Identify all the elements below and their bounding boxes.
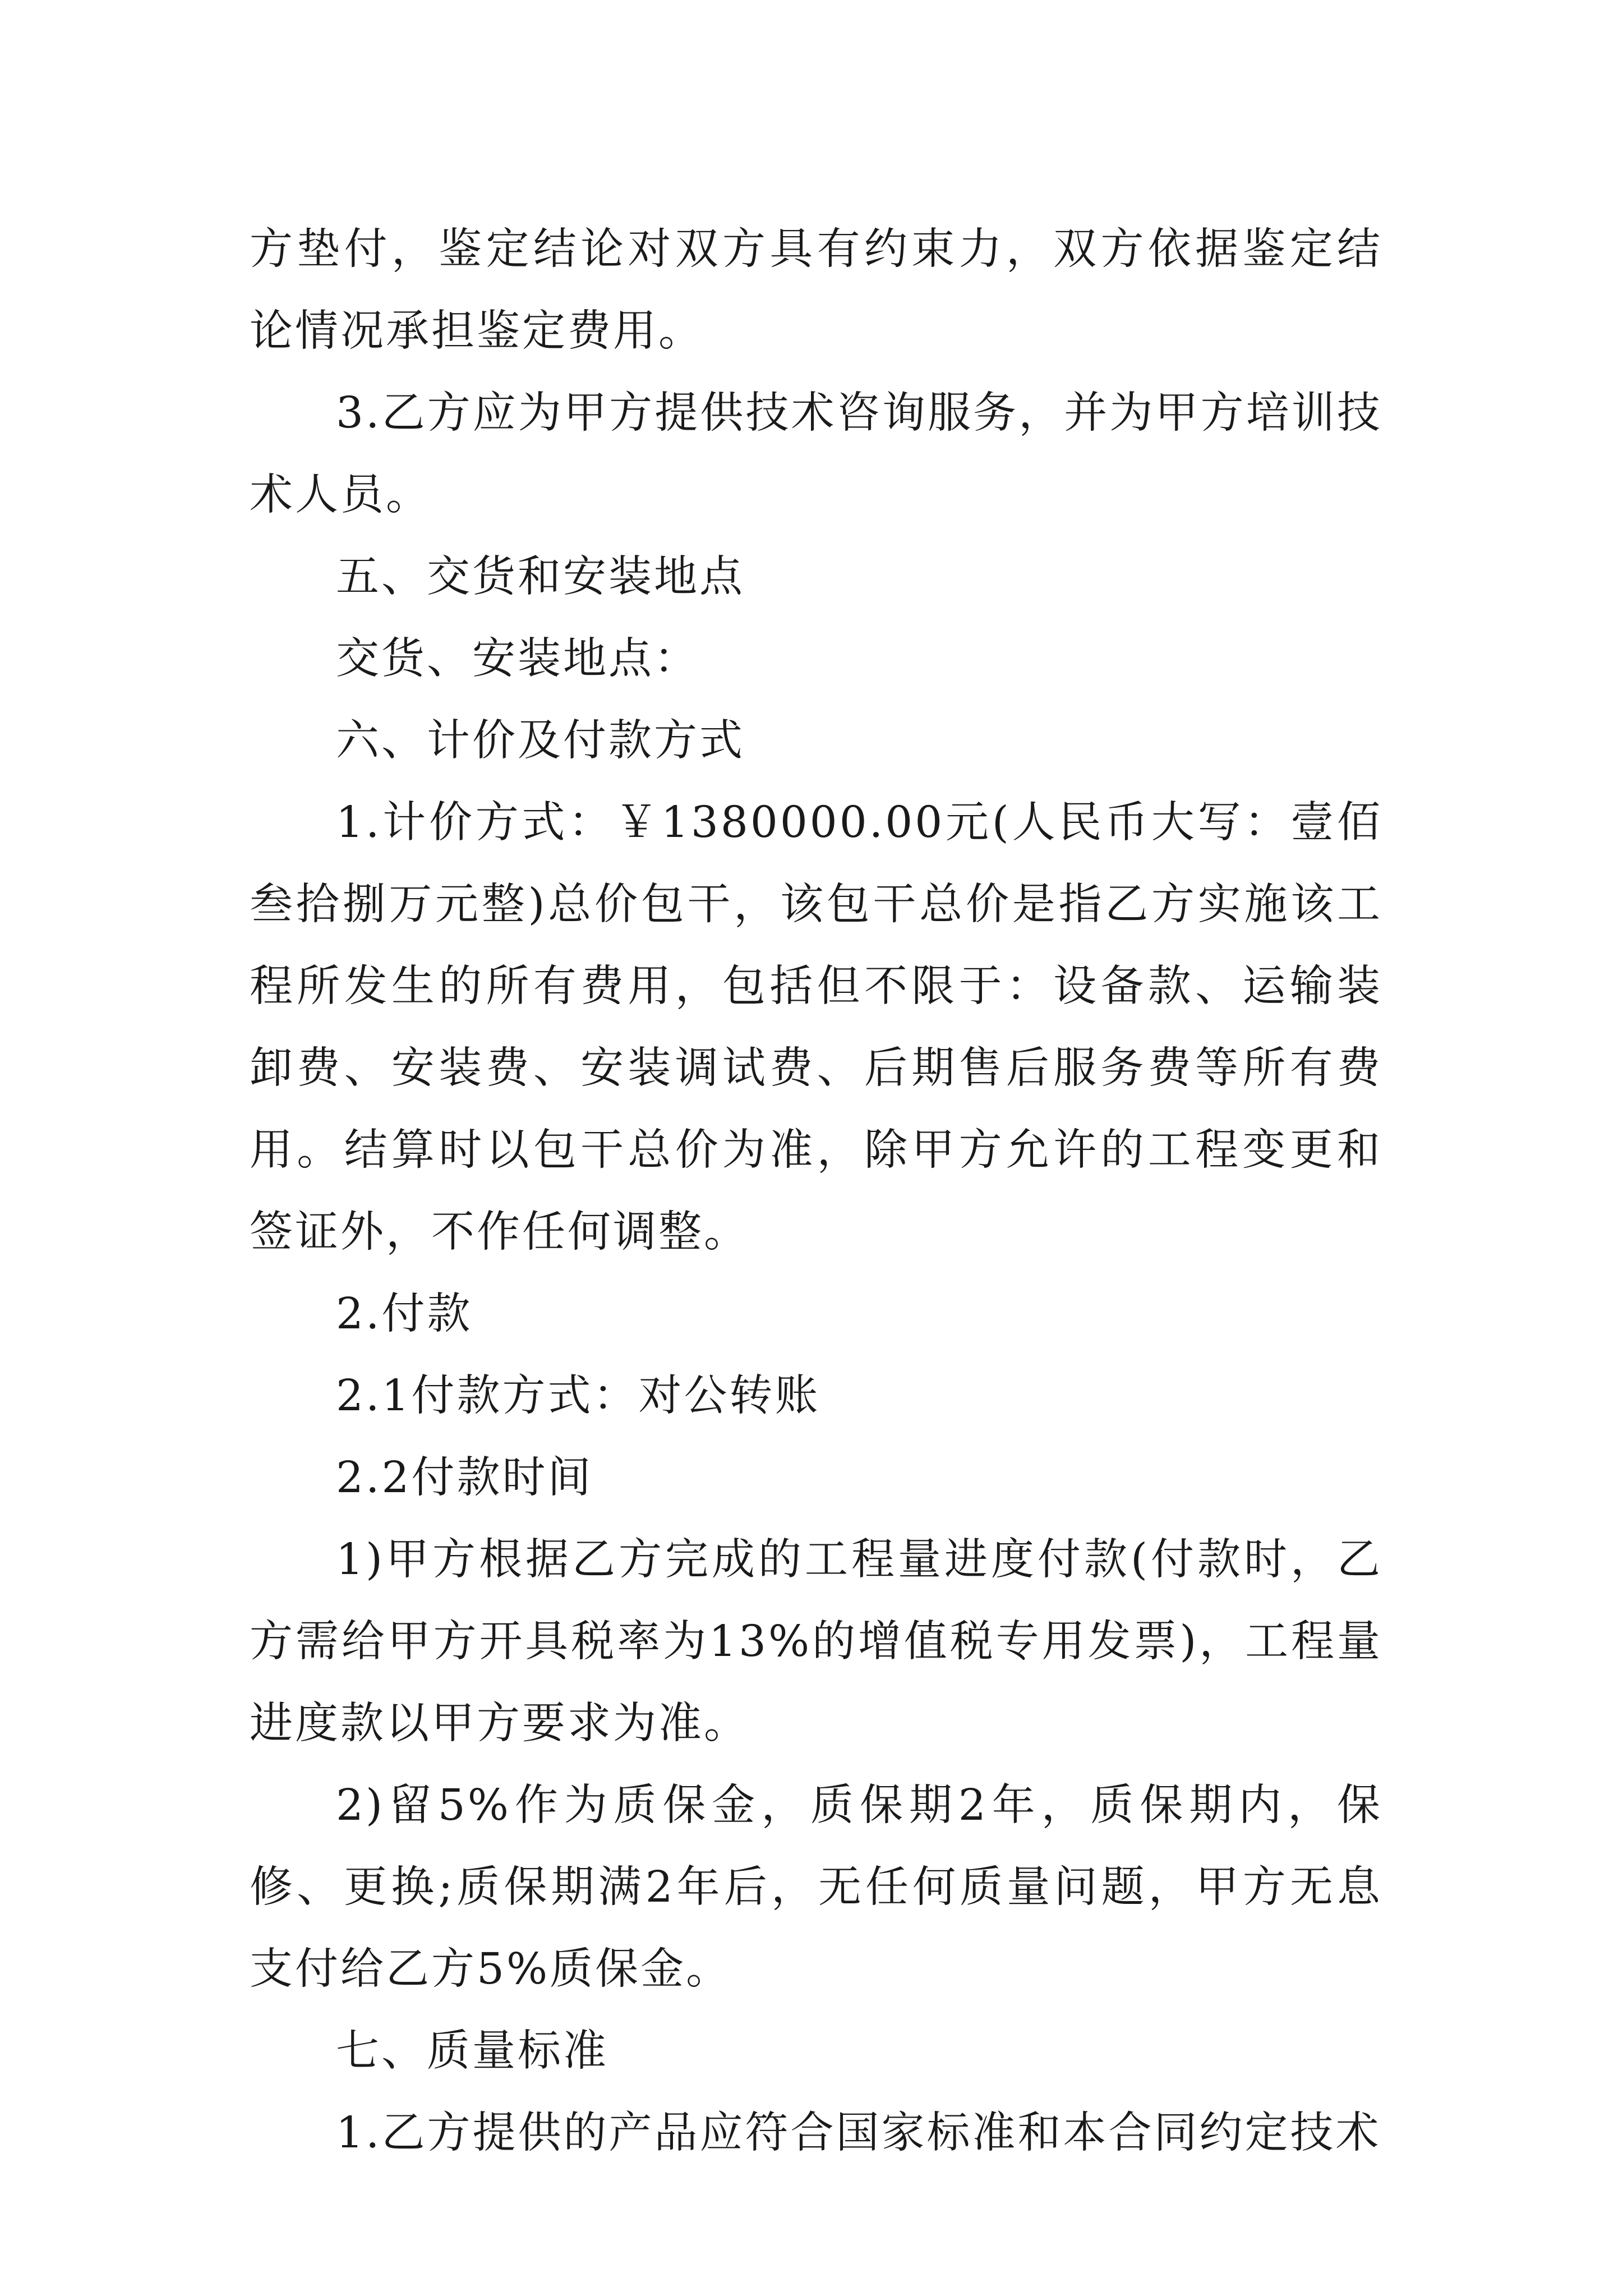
paragraph-quality-standard: 1.乙方提供的产品应符合国家标准和本合同约定技术 [336,2108,1381,2158]
paragraph-payment-method: 2.1付款方式：对公转账 [336,1371,820,1421]
paragraph-pricing: 1.计价方式：￥1380000.00元(人民币大写：壹佰叁拾捌万元整)总价包干，该包干总价是指乙方实施该工程所发生的所有费用，包括但不限于：设备款、运输装卸费、安装费、安装调试费、后期售后服务费等所有费用。结算时以包干总价为准，除甲方允许的工程变更和签证外，不作任何调整。 [250,798,1382,1257]
paragraph-continuation: 方垫付，鉴定结论对双方具有约束力，双方依据鉴定结论情况承担鉴定费用。 [250,224,1382,356]
document-body [250,209,1382,2174]
paragraph-warranty-deposit: 2)留5%作为质保金，质保期2年，质保期内，保修、更换;质保期满2年后，无任何质量问题，甲方无息支付给乙方5%质保金。 [250,1780,1382,1994]
section-heading-5: 五、交货和安装地点 [336,552,745,602]
paragraph-payment-time: 2.2付款时间 [336,1453,593,1503]
paragraph-item-3: 3.乙方应为甲方提供技术咨询服务，并为甲方培训技术人员。 [250,388,1382,520]
paragraph-delivery-location: 交货、安装地点： [336,634,699,684]
section-heading-6: 六、计价及付款方式 [336,716,745,766]
paragraph-progress-payment: 1)甲方根据乙方完成的工程量进度付款(付款时，乙方需给甲方开具税率为13%的增值税专用发票)，工程量进度款以甲方要求为准。 [250,1535,1382,1749]
section-heading-7: 七、质量标准 [336,2026,608,2076]
paragraph-payment: 2.付款 [336,1289,473,1339]
